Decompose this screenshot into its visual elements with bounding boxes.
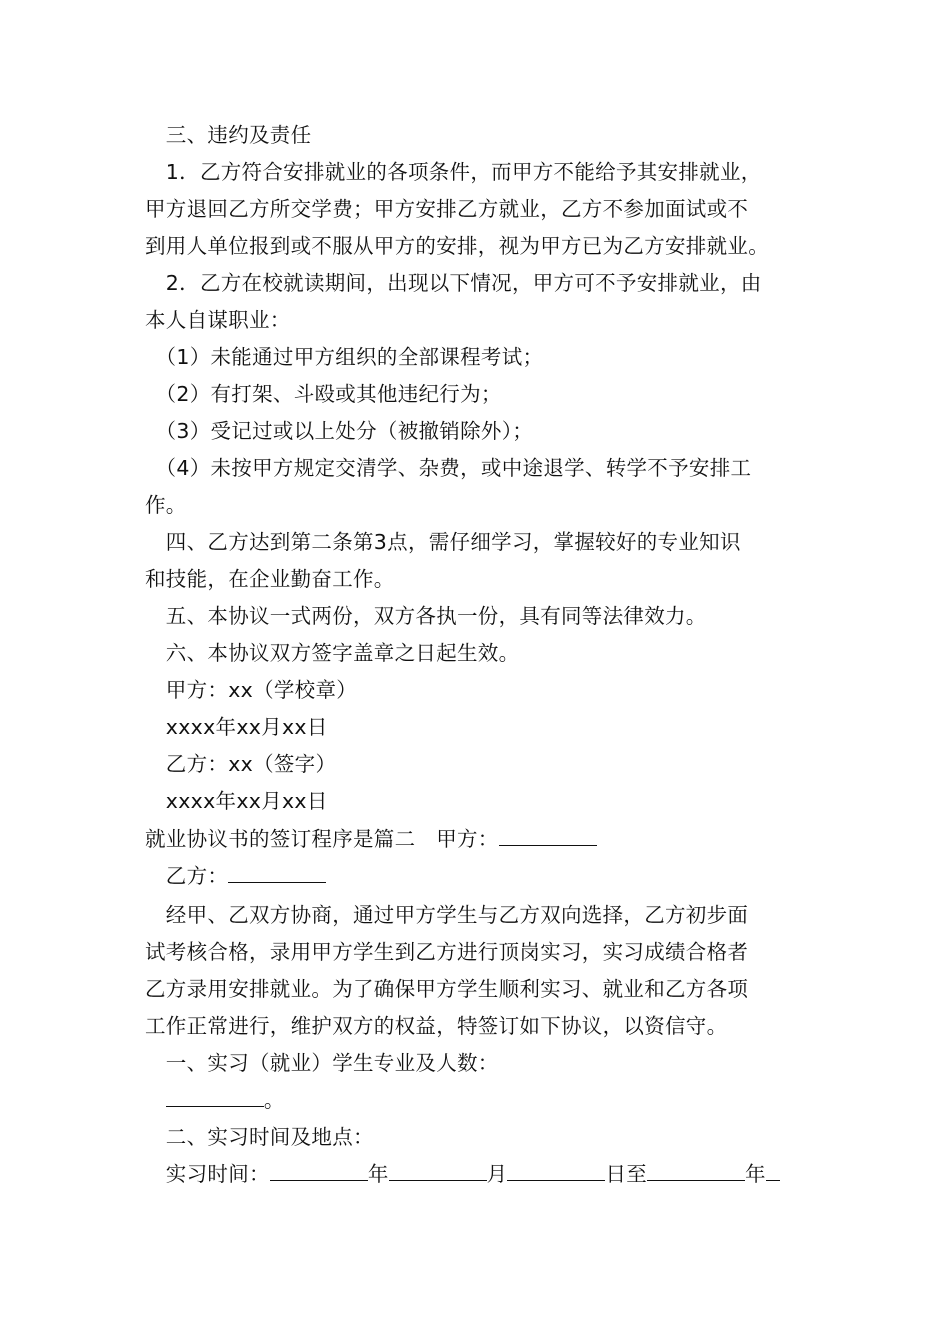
internship-time-label: 实习时间： [145, 1162, 270, 1186]
paragraph-line: 经甲、乙双方协商，通过甲方学生与乙方双向选择，乙方初步面 [145, 903, 749, 927]
signature-date: xxxx年xx月xx日 [145, 789, 328, 813]
section-heading: 六、本协议双方签字盖章之日起生效。 [145, 641, 520, 665]
section-heading: 五、本协议一式两份，双方各执一份，具有同等法律效力。 [145, 604, 707, 628]
unit-year-end: 年 [745, 1162, 766, 1186]
major-count-line [145, 1087, 813, 1113]
signature-party-a: 甲方：xx（学校章） [145, 678, 358, 702]
list-item: （4）未按甲方规定交清学、杂费，或中途退学、转学不予安排工 [145, 456, 752, 480]
unit-year: 年 [367, 1162, 389, 1186]
paragraph-line: 1．乙方符合安排就业的各项条件，而甲方不能给予其安排就业， [145, 160, 762, 184]
end-month-blank[interactable] [766, 1161, 780, 1181]
signature-party-b: 乙方：xx（签字） [145, 752, 337, 776]
section-heading: 三、违约及责任 [145, 123, 312, 147]
paragraph-line: 乙方录用安排就业。为了确保甲方学生顺利实习、就业和乙方各项 [145, 977, 749, 1001]
period-mark: 。 [263, 1088, 285, 1112]
unit-day-to: 日至 [605, 1162, 648, 1186]
list-item: （2）有打架、斗殴或其他违纪行为； [145, 382, 502, 406]
end-year-blank[interactable] [647, 1161, 745, 1181]
unit-month: 月 [486, 1162, 508, 1186]
section-heading: 一、实习（就业）学生专业及人数： [145, 1051, 499, 1075]
indent [145, 1088, 166, 1112]
party-a-line [145, 826, 813, 852]
party-b-blank[interactable] [228, 863, 326, 883]
paragraph-line: 甲方退回乙方所交学费；甲方安排乙方就业，乙方不参加面试或不 [145, 197, 749, 221]
paragraph-line: 到用人单位报到或不服从甲方的安排，视为甲方已为乙方安排就业。 [145, 234, 769, 258]
party-a-blank[interactable] [499, 826, 597, 846]
major-count-blank[interactable] [166, 1087, 264, 1107]
section-heading: 二、实习时间及地点： [145, 1125, 374, 1149]
start-day-blank[interactable] [507, 1161, 605, 1181]
internship-time-line [145, 1161, 813, 1187]
paragraph-line: 试考核合格，录用甲方学生到乙方进行顶岗实习，实习成绩合格者 [145, 940, 749, 964]
list-item: （3）受记过或以上处分（被撤销除外）； [145, 419, 534, 443]
paragraph-line: 本人自谋职业： [145, 308, 291, 332]
paragraph-line: 工作正常进行，维护双方的权益，特签订如下协议，以资信守。 [145, 1014, 728, 1038]
paragraph-line: 和技能，在企业勤奋工作。 [145, 567, 395, 591]
article-title: 就业协议书的签订程序是篇二 甲方： [145, 827, 499, 851]
paragraph-line: 2．乙方在校就读期间，出现以下情况，甲方可不予安排就业，由 [145, 271, 762, 295]
party-b-label: 乙方： [145, 864, 229, 888]
start-year-blank[interactable] [270, 1161, 368, 1181]
paragraph-line: 作。 [145, 493, 187, 517]
party-b-line [145, 863, 813, 889]
list-item: （1）未能通过甲方组织的全部课程考试； [145, 345, 544, 369]
section-heading: 四、乙方达到第二条第3点，需仔细学习，掌握较好的专业知识 [145, 530, 741, 554]
signature-date: xxxx年xx月xx日 [145, 715, 328, 739]
start-month-blank[interactable] [389, 1161, 487, 1181]
